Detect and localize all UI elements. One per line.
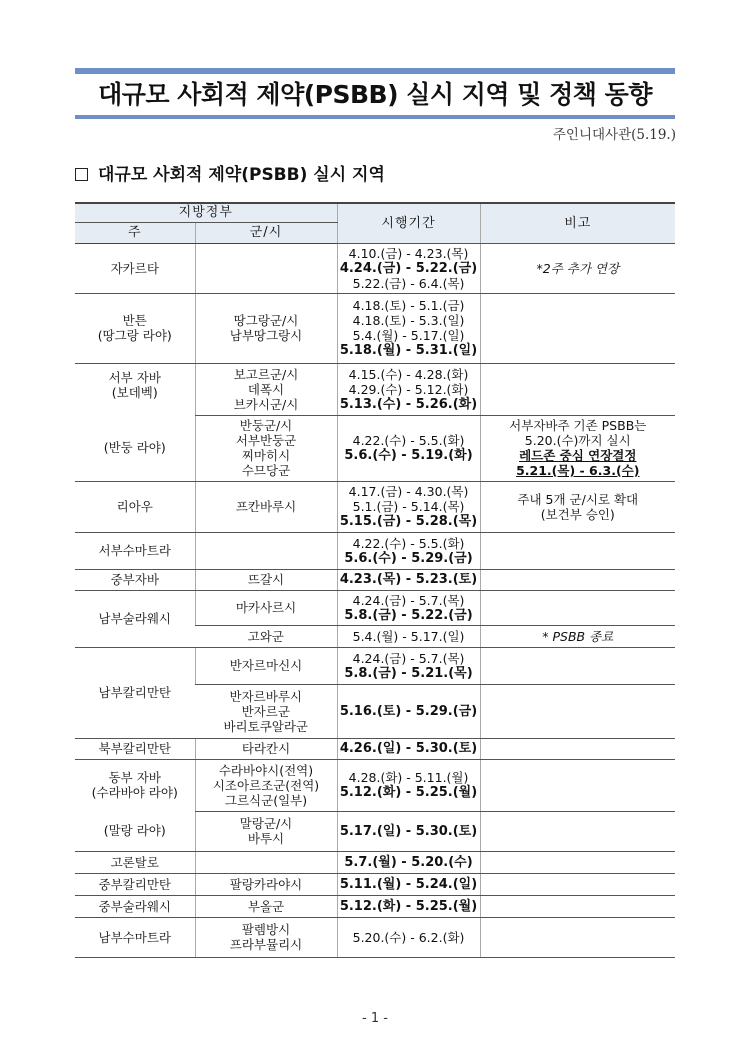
province-cell [75,759,195,811]
city-text: 말랑군/시 바투시 [239,816,293,846]
period-cell [337,293,480,363]
period-cell [337,873,480,895]
table-row [75,415,675,481]
header-note: 비고 [480,203,675,243]
note-cell [480,243,675,293]
city-cell: 프칸바루시 [195,481,337,532]
city-cell [195,415,337,481]
period-line: 5.13.(수) - 5.26.(화) [339,396,478,412]
note-cell [480,851,675,873]
table-row [75,738,675,759]
city-cell: 마카사르시 [195,590,337,625]
city-cell [195,532,337,569]
period-cell [337,895,480,917]
province-cell [75,293,195,363]
note-cell [480,873,675,895]
province-cell: 북부칼리만탄 [75,738,195,759]
header-province: 주 [75,222,195,243]
table-row [75,293,675,363]
period-line: 4.17.(금) - 4.30.(목) [348,484,469,499]
header-city: 군/시 [195,222,337,243]
note-cell [480,481,675,532]
table-row [75,481,675,532]
period-line: 5.4.(월) - 5.17.(일) [352,328,465,343]
period-line: 4.24.(금) - 5.7.(목) [352,650,465,666]
city-cell [195,684,337,738]
table-row [75,243,675,293]
period-line: 4.22.(수) - 5.5.(화) [352,433,465,448]
period-cell [337,759,480,811]
city-cell [195,851,337,873]
period-cell [337,532,480,569]
period-cell [337,738,480,759]
city-cell: 부올군 [195,895,337,917]
city-text: 땅그랑군/시 남부땅그랑시 [229,313,303,343]
period-line: 5.11.(월) - 5.24.(일) [339,876,478,892]
issuer-date: 주인니대사관(5.19.) [552,127,676,143]
table-row [75,895,675,917]
note-cell [480,569,675,590]
period-cell [337,684,480,738]
province-cell: 서부수마트라 [75,532,195,569]
document-title: 대규모 사회적 제약(PSBB) 실시 지역 및 정책 동향 [98,80,652,109]
period-line: 5.17.(일) - 5.30.(토) [339,823,478,839]
city-cell [195,363,337,415]
period-cell [337,625,480,647]
period-line: 5.20.(수) - 6.2.(화) [352,929,465,945]
period-cell [337,243,480,293]
period-line: 5.7.(월) - 5.20.(수) [344,854,473,870]
province-cell: 남부술라웨시 [75,590,195,647]
note-cell [480,415,675,481]
city-cell [195,917,337,957]
header-period: 시행기간 [337,203,480,243]
table-row [75,873,675,895]
period-line: 5.16.(토) - 5.29.(금) [339,703,478,719]
period-cell [337,415,480,481]
period-line: 5.6.(수) - 5.19.(화) [344,448,473,463]
city-cell: 타라칸시 [195,738,337,759]
note-line: 레드존 중심 연장결정 [519,448,637,463]
note-text: *2주 추가 연장 [536,260,620,276]
province-cell: 중부칼리만탄 [75,873,195,895]
period-cell [337,917,480,957]
table-row [75,759,675,811]
province-text: 동부 자바 (수라바야 라야) [91,770,178,801]
province-cell: 중부술라웨시 [75,895,195,917]
province-cell: (말랑 라야) [75,811,195,851]
period-line: 5.15.(금) - 5.28.(목) [339,514,478,529]
period-line: 5.1.(금) - 5.14.(목) [352,499,465,514]
table-row [75,569,675,590]
period-cell [337,647,480,684]
period-line: 4.26.(일) - 5.30.(토) [339,741,478,756]
title-top-rule [75,68,675,74]
title-bottom-rule [75,115,675,119]
province-text: 반튼 (땅그랑 라야) [97,313,172,343]
note-cell [480,738,675,759]
note-cell [480,532,675,569]
period-line: 4.18.(토) - 5.3.(일) [352,313,465,328]
province-cell: 자카르타 [75,243,195,293]
period-line: 4.24.(금) - 5.22.(금) [339,260,478,276]
note-cell [480,759,675,811]
note-line: 5.20.(수)까지 실시 [524,433,631,448]
province-text: 서부 자바 (보데벡) [108,369,161,400]
city-text: 보고르군/시 데폭시 브카시군/시 [233,366,299,412]
province-cell: 남부수마트라 [75,917,195,957]
city-cell [195,811,337,851]
period-line: 5.4.(월) - 5.17.(일) [352,628,465,644]
period-line: 5.18.(월) - 5.31.(일) [339,343,478,358]
psbb-region-table [75,202,675,958]
note-cell [480,811,675,851]
table-row [75,363,675,415]
section-heading-text: 대규모 사회적 제약(PSBB) 실시 지역 [98,165,385,185]
header-local-gov: 지방정부 [75,203,337,222]
period-line: 4.28.(화) - 5.11.(월) [348,770,469,785]
period-line: 5.12.(화) - 5.25.(월) [339,785,478,800]
period-line: 4.29.(수) - 5.12.(화) [348,381,469,397]
note-text: 주내 5개 군/시로 확대 (보건부 승인) [517,491,639,522]
period-line: 4.22.(수) - 5.5.(화) [352,535,465,551]
note-cell [480,895,675,917]
period-line: 5.12.(화) - 5.25.(월) [339,898,478,914]
city-cell: 반자르마신시 [195,647,337,684]
period-line: 5.22.(금) - 6.4.(목) [352,275,465,291]
period-line: 4.23.(목) - 5.23.(토) [339,572,478,587]
period-cell [337,851,480,873]
city-cell: 고와군 [195,625,337,647]
city-cell [195,243,337,293]
note-cell [480,363,675,415]
city-text: 수라바야시(전역) 시조아르조군(전역) 그르식군(일부) [212,762,320,808]
note-line: 5.21.(목) - 6.3.(수) [516,463,640,478]
province-cell [75,363,195,415]
province-cell: (반둥 라야) [75,415,195,481]
table-row [75,532,675,569]
period-line: 4.18.(토) - 5.1.(금) [352,298,465,313]
period-line: 4.15.(수) - 4.28.(화) [348,366,469,382]
city-cell [195,759,337,811]
city-cell: 팔랑카라야시 [195,873,337,895]
period-line: 5.6.(수) - 5.29.(금) [344,550,473,566]
period-cell [337,811,480,851]
province-cell: 중부자바 [75,569,195,590]
note-text: * PSBB 종료 [542,628,614,644]
note-cell [480,625,675,647]
table-row [75,851,675,873]
period-cell [337,363,480,415]
table-row [75,590,675,625]
period-line: 4.24.(금) - 5.7.(목) [352,592,465,608]
period-cell [337,590,480,625]
note-cell [480,917,675,957]
period-cell [337,481,480,532]
city-text: 팔렘방시 프라부뮬리시 [229,922,303,952]
note-cell [480,590,675,625]
period-cell [337,569,480,590]
city-cell [195,293,337,363]
table-row [75,811,675,851]
province-cell: 남부칼리만탄 [75,647,195,738]
province-cell: 리아우 [75,481,195,532]
checkbox-square-icon [75,168,88,181]
page-number: - 1 - [362,1011,388,1026]
period-line: 5.8.(금) - 5.22.(금) [344,607,473,623]
note-cell [480,293,675,363]
period-line: 5.8.(금) - 5.21.(목) [344,665,473,681]
province-cell: 고론탈로 [75,851,195,873]
city-text: 반자르바루시 반자르군 바리토쿠알라군 [223,688,309,734]
city-cell: 뜨갈시 [195,569,337,590]
period-line: 4.10.(금) - 4.23.(목) [348,245,469,261]
table-row [75,647,675,684]
city-text: 반둥군/시 서부반둥군 찌마히시 수므당군 [235,418,297,478]
note-line: 서부자바주 기존 PSBB는 [509,418,647,433]
section-heading [75,160,385,185]
note-cell [480,684,675,738]
note-cell [480,647,675,684]
table-row [75,917,675,957]
